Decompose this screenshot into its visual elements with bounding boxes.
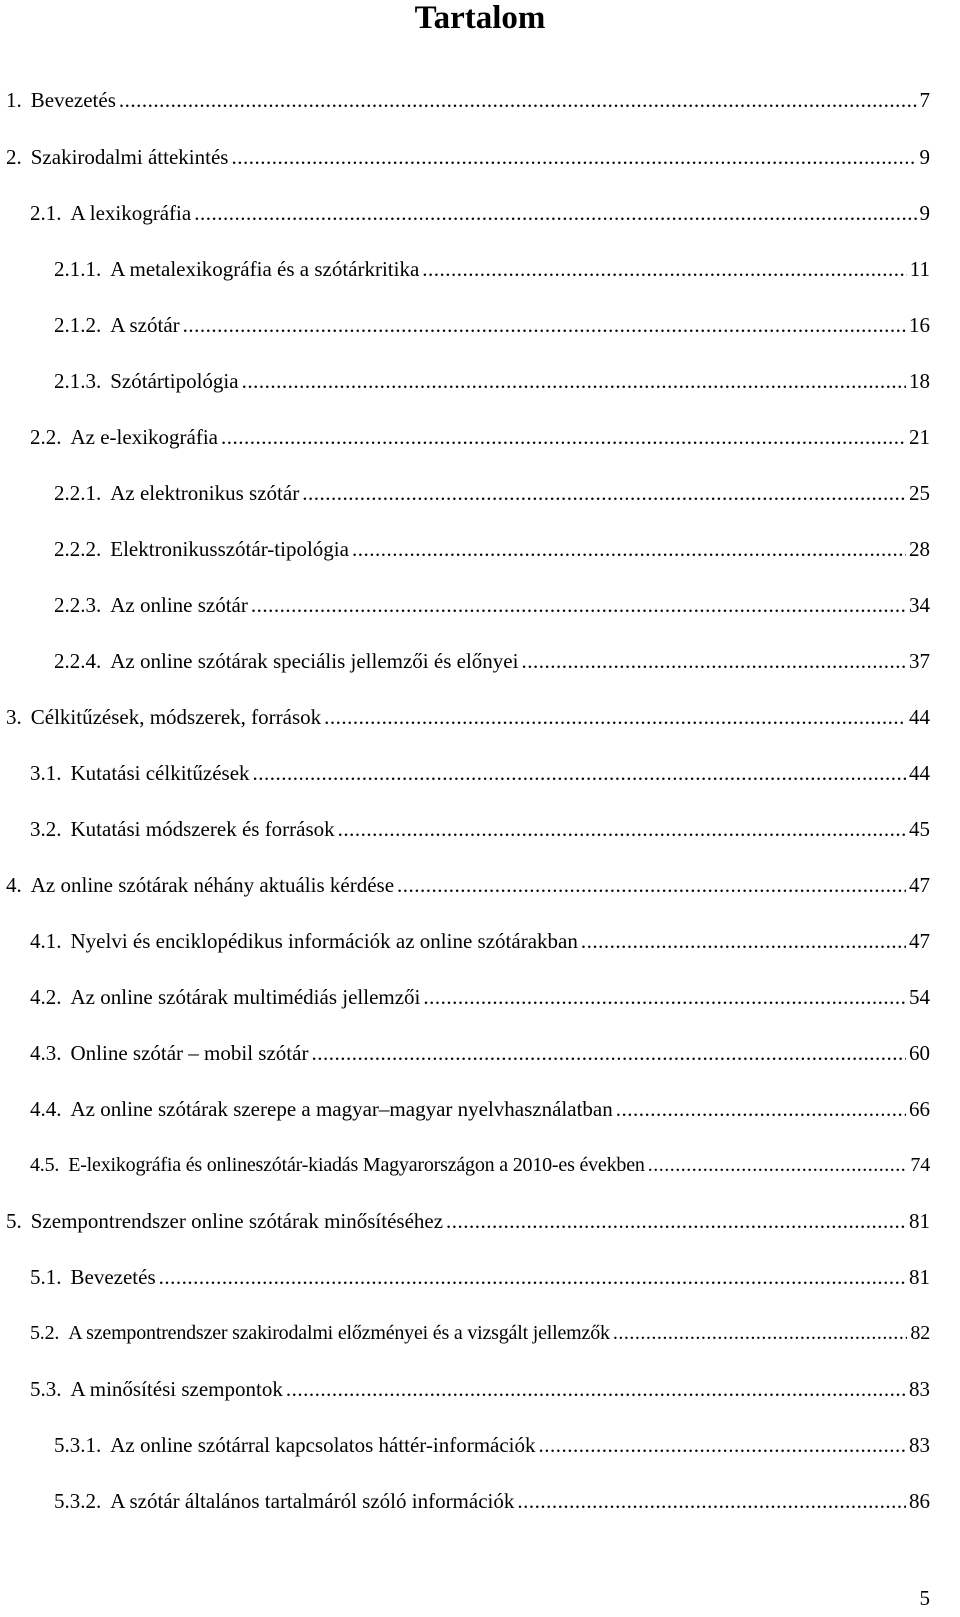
toc-dot-leader xyxy=(159,1263,906,1291)
toc-entry-title: Az elektronikus szótár xyxy=(110,481,300,505)
toc-entry-title: Az e-lexikográfia xyxy=(70,425,219,449)
toc-entry-page: 37 xyxy=(909,649,930,673)
toc-entry-title: Nyelvi és enciklopédikus információk az online szótárakban xyxy=(70,929,578,953)
toc-entry-number: 2.2.1. xyxy=(54,481,102,505)
toc-dot-leader xyxy=(539,1431,907,1459)
toc-entry-page: 45 xyxy=(909,817,930,841)
toc-entry-number: 5.3. xyxy=(30,1377,62,1401)
toc-dot-leader xyxy=(231,143,916,171)
toc-entry-title: Bevezetés xyxy=(70,1265,156,1289)
toc-entry-title: A szótár általános tartalmáról szóló információk xyxy=(110,1489,515,1513)
toc-entry-title: A metalexikográfia és a szótárkritika xyxy=(110,257,420,281)
toc-entry-5-3-2[interactable] xyxy=(54,1487,930,1515)
toc-entry-page: 44 xyxy=(909,705,930,729)
toc-entry-page: 82 xyxy=(910,1322,930,1344)
toc-dot-leader xyxy=(242,367,906,395)
toc-entry-2-1-2[interactable] xyxy=(54,311,930,339)
toc-entry-number: 4.5. xyxy=(30,1154,60,1176)
toc-entry-2-2-3[interactable] xyxy=(54,591,930,619)
toc-entry-number: 4.2. xyxy=(30,985,62,1009)
toc-entry-title: Az online szótár xyxy=(110,593,248,617)
toc-dot-leader xyxy=(221,423,906,451)
toc-entry-page: 21 xyxy=(909,425,930,449)
toc-entry-4-1[interactable] xyxy=(30,927,930,955)
toc-entry-page: 16 xyxy=(909,313,930,337)
toc-dot-leader xyxy=(423,983,906,1011)
toc-entry-3-2[interactable] xyxy=(30,815,930,843)
toc-entry-page: 54 xyxy=(909,985,930,1009)
toc-dot-leader xyxy=(521,647,906,675)
toc-entry-page: 44 xyxy=(909,761,930,785)
toc-entry-number: 2.2.2. xyxy=(54,537,102,561)
toc-dot-leader xyxy=(194,199,916,227)
toc-dot-leader xyxy=(286,1375,906,1403)
toc-dot-leader xyxy=(183,311,906,339)
toc-entry-number: 5.3.1. xyxy=(54,1433,102,1457)
toc-entry-2-2-4[interactable] xyxy=(54,647,930,675)
toc-entry-page: 34 xyxy=(909,593,930,617)
toc-entry-page: 66 xyxy=(909,1097,930,1121)
toc-dot-leader xyxy=(648,1151,908,1179)
toc-entry-title: Kutatási módszerek és források xyxy=(70,817,335,841)
toc-dot-leader xyxy=(311,1039,906,1067)
toc-entry-page: 47 xyxy=(909,929,930,953)
toc-entry-page: 81 xyxy=(909,1209,930,1233)
toc-entry-number: 2.2.4. xyxy=(54,649,102,673)
toc-entry-number: 5. xyxy=(6,1209,22,1233)
toc-entry-4-4[interactable] xyxy=(30,1095,930,1123)
toc-entry-number: 5.1. xyxy=(30,1265,62,1289)
toc-entry-3-1[interactable] xyxy=(30,759,930,787)
toc-entry-number: 2.2.3. xyxy=(54,593,102,617)
page-title: Tartalom xyxy=(414,0,546,36)
toc-entry-number: 5.3.2. xyxy=(54,1489,102,1513)
toc-dot-leader xyxy=(446,1207,906,1235)
toc-dot-leader xyxy=(119,86,917,114)
toc-entry-title: Célkitűzések, módszerek, források xyxy=(30,705,322,729)
toc-entry-title: Szempontrendszer online szótárak minősítéséhez xyxy=(30,1209,444,1233)
toc-entry-title: A minősítési szempontok xyxy=(70,1377,283,1401)
page-number: 5 xyxy=(919,1586,930,1610)
toc-dot-leader xyxy=(251,591,906,619)
toc-entry-5-1[interactable] xyxy=(30,1263,930,1291)
toc-entry-title: Szótártipológia xyxy=(110,369,239,393)
toc-entry-title: Az online szótárral kapcsolatos háttér-információk xyxy=(110,1433,536,1457)
toc-entry-number: 3. xyxy=(6,705,22,729)
toc-entry-number: 2.1.1. xyxy=(54,257,102,281)
toc-entry-number: 4. xyxy=(6,873,22,897)
toc-entry-4[interactable] xyxy=(6,871,930,899)
toc-entry-2-1-1[interactable] xyxy=(54,255,930,283)
toc-entry-number: 5.2. xyxy=(30,1322,60,1344)
toc-entry-number: 4.1. xyxy=(30,929,62,953)
toc-entry-title: Online szótár – mobil szótár xyxy=(70,1041,309,1065)
toc-entry-number: 2. xyxy=(6,145,22,169)
toc-entry-2-2-1[interactable] xyxy=(54,479,930,507)
toc-entry-4-3[interactable] xyxy=(30,1039,930,1067)
toc-entry-number: 2.1.2. xyxy=(54,313,102,337)
toc-entry-page: 60 xyxy=(909,1041,930,1065)
toc-entry-title: Az online szótárak néhány aktuális kérdése xyxy=(30,873,395,897)
toc-entry-title: Szakirodalmi áttekintés xyxy=(30,145,229,169)
toc-entry-page: 9 xyxy=(919,201,930,225)
toc-entry-2[interactable] xyxy=(6,143,930,171)
toc-entry-number: 1. xyxy=(6,88,22,112)
toc-entry-number: 3.2. xyxy=(30,817,62,841)
toc-entry-page: 81 xyxy=(909,1265,930,1289)
toc-entry-2-2-2[interactable] xyxy=(54,535,930,563)
toc-dot-leader xyxy=(581,927,906,955)
toc-dot-leader xyxy=(324,703,906,731)
toc-entry-page: 86 xyxy=(909,1489,930,1513)
toc-entry-2-1-3[interactable] xyxy=(54,367,930,395)
toc-entry-page: 11 xyxy=(909,257,930,281)
toc-entry-page: 74 xyxy=(910,1154,930,1176)
toc-dot-leader xyxy=(422,255,906,283)
toc-entry-4-5[interactable] xyxy=(30,1151,930,1179)
toc-entry-page: 28 xyxy=(909,537,930,561)
toc-entry-number: 3.1. xyxy=(30,761,62,785)
toc-entry-5[interactable] xyxy=(6,1207,930,1235)
toc-entry-page: 83 xyxy=(909,1377,930,1401)
toc-entry-title: E-lexikográfia és onlineszótár-kiadás Magyarországon a 2010-es években xyxy=(68,1154,645,1176)
toc-entry-page: 83 xyxy=(909,1433,930,1457)
toc-entry-title: Elektronikusszótár-tipológia xyxy=(110,537,349,561)
toc-entry-page: 18 xyxy=(909,369,930,393)
toc-dot-leader xyxy=(302,479,906,507)
toc-entry-number: 4.3. xyxy=(30,1041,62,1065)
toc-entry-title: Az online szótárak szerepe a magyar–magyar nyelvhasználatban xyxy=(70,1097,613,1121)
toc-entry-number: 2.2. xyxy=(30,425,62,449)
toc-entry-1[interactable] xyxy=(6,86,930,114)
toc-entry-2-1[interactable] xyxy=(30,199,930,227)
toc-entry-title: A szempontrendszer szakirodalmi előzményei és a vizsgált jellemzők xyxy=(68,1322,610,1344)
toc-entry-title: A szótár xyxy=(110,313,180,337)
toc-dot-leader xyxy=(517,1487,906,1515)
toc-dot-leader xyxy=(352,535,906,563)
toc-entry-title: Az online szótárak multimédiás jellemzői xyxy=(70,985,421,1009)
toc-entry-5-2[interactable] xyxy=(30,1319,930,1347)
toc-dot-leader xyxy=(397,871,906,899)
toc-entry-number: 2.1.3. xyxy=(54,369,102,393)
toc-entry-3[interactable] xyxy=(6,703,930,731)
toc-entry-page: 9 xyxy=(919,145,930,169)
toc-entry-page: 47 xyxy=(909,873,930,897)
toc-entry-title: Kutatási célkitűzések xyxy=(70,761,250,785)
toc-entry-2-2[interactable] xyxy=(30,423,930,451)
toc-dot-leader xyxy=(338,815,906,843)
toc-entry-number: 4.4. xyxy=(30,1097,62,1121)
toc-entry-title: Bevezetés xyxy=(30,88,116,112)
toc-entry-title: Az online szótárak speciális jellemzői és előnyei xyxy=(110,649,519,673)
toc-entry-5-3-1[interactable] xyxy=(54,1431,930,1459)
toc-entry-4-2[interactable] xyxy=(30,983,930,1011)
toc-entry-page: 7 xyxy=(919,88,930,112)
toc-dot-leader xyxy=(616,1095,906,1123)
toc-dot-leader xyxy=(253,759,906,787)
toc-entry-5-3[interactable] xyxy=(30,1375,930,1403)
toc-entry-title: A lexikográfia xyxy=(70,201,192,225)
toc-entry-page: 25 xyxy=(909,481,930,505)
toc-entry-number: 2.1. xyxy=(30,201,62,225)
toc-dot-leader xyxy=(613,1319,908,1347)
